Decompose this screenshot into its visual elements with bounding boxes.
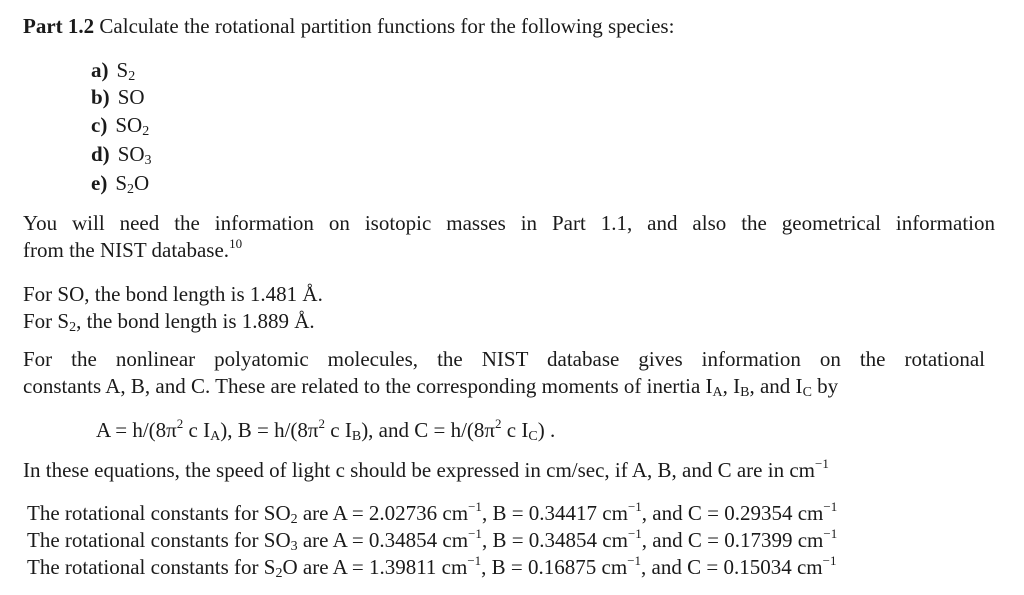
species-formula: SO [117, 142, 145, 166]
const-exp: −1 [468, 499, 482, 514]
const-text: The rotational constants for S [27, 555, 276, 579]
species-formula: SO [117, 85, 145, 109]
constants-row [27, 527, 837, 553]
formula-part: A = h/(8π [96, 418, 177, 442]
const-b: , B = 0.34417 cm [481, 501, 628, 525]
species-item [91, 57, 135, 83]
bond-s2-pre: For S [23, 309, 70, 333]
nl-text: , I [722, 374, 741, 398]
nl-text: by [811, 374, 839, 398]
species-letter: b) [91, 85, 110, 109]
const-a: are A = 2.02736 cm [297, 501, 469, 525]
const-exp: −1 [822, 553, 837, 568]
formula-part: c I [501, 418, 529, 442]
sub-b: B [740, 385, 750, 400]
const-exp: −1 [468, 526, 482, 541]
moment-formula [96, 417, 555, 443]
species-letter: d) [91, 142, 110, 166]
const-exp: −1 [467, 553, 482, 568]
part-title: Calculate the rotational partition functions for the following species: [99, 14, 675, 38]
sub-c: C [802, 385, 812, 400]
bond-s2 [23, 308, 315, 334]
formula-part: c I [325, 418, 352, 442]
formula-part: c I [183, 418, 211, 442]
bond-s2-sub: 2 [69, 320, 77, 335]
nonlinear-line-1: For the nonlinear polyatomic molecules, the NIST database gives information on the rotational [23, 347, 985, 371]
formula-exp: 2 [318, 416, 326, 431]
const-c: , and C = 0.17399 cm [641, 528, 824, 552]
const-sub: 3 [290, 539, 298, 554]
units-exp: −1 [814, 456, 829, 471]
part-label: Part 1.2 [23, 14, 95, 38]
const-c: , and C = 0.15034 cm [641, 555, 823, 579]
const-sub: 2 [275, 566, 283, 581]
part-heading [23, 13, 674, 39]
const-text: O [282, 555, 298, 579]
nl-text: constants A, B, and C. These are related to the corresponding moments of inertia I [23, 374, 713, 398]
sub-a: A [712, 385, 723, 400]
formula-part: ) . [537, 418, 556, 442]
intro-text: from the NIST database. [23, 238, 230, 262]
const-text: The rotational constants for SO [27, 501, 291, 525]
const-exp: −1 [627, 553, 642, 568]
const-b: , B = 0.34854 cm [481, 528, 628, 552]
species-item [91, 84, 145, 110]
intro-line-1: You will need the information on isotopic masses in Part 1.1, and also the geometrical information [23, 211, 995, 235]
species-letter: c) [91, 113, 108, 137]
formula-sub: C [528, 429, 538, 444]
species-subscript: 3 [144, 153, 152, 168]
constants-row [27, 554, 836, 580]
species-subscript: 2 [142, 124, 150, 139]
units-note [23, 457, 829, 483]
formula-part: ), and C = h/(8π [361, 418, 496, 442]
nonlinear-line-2 [23, 373, 838, 399]
bond-s2-post: , the bond length is 1.889 Å. [76, 309, 315, 333]
formula-sub: B [351, 429, 362, 444]
const-exp: −1 [627, 499, 642, 514]
species-subscript: 2 [128, 69, 136, 84]
species-letter: a) [91, 58, 109, 82]
const-sub: 2 [290, 512, 298, 527]
intro-line-2 [23, 237, 242, 263]
const-exp: −1 [823, 499, 838, 514]
const-b: , B = 0.16875 cm [481, 555, 628, 579]
species-letter: e) [91, 171, 108, 195]
species-formula-tail: O [134, 171, 150, 195]
formula-sub: A [210, 429, 221, 444]
species-item [91, 112, 149, 138]
units-text: In these equations, the speed of light c should be expressed in cm/sec, if A, B, and C are in cm [23, 458, 815, 482]
footnote-ref: 10 [229, 236, 243, 251]
formula-exp: 2 [495, 416, 502, 431]
const-c: , and C = 0.29354 cm [641, 501, 824, 525]
const-a: are A = 1.39811 cm [297, 555, 468, 579]
species-item [91, 170, 149, 196]
constants-row [27, 500, 837, 526]
const-exp: −1 [823, 526, 838, 541]
nl-text: , and I [749, 374, 803, 398]
const-exp: −1 [627, 526, 642, 541]
formula-exp: 2 [176, 416, 184, 431]
species-subscript: 2 [127, 182, 135, 197]
formula-part: ), B = h/(8π [220, 418, 319, 442]
species-formula: SO [115, 113, 143, 137]
species-formula: S [115, 171, 128, 195]
species-formula: S [116, 58, 129, 82]
bond-so: For SO, the bond length is 1.481 Å. [23, 282, 323, 306]
species-item [91, 141, 152, 167]
const-a: are A = 0.34854 cm [297, 528, 469, 552]
const-text: The rotational constants for SO [27, 528, 291, 552]
